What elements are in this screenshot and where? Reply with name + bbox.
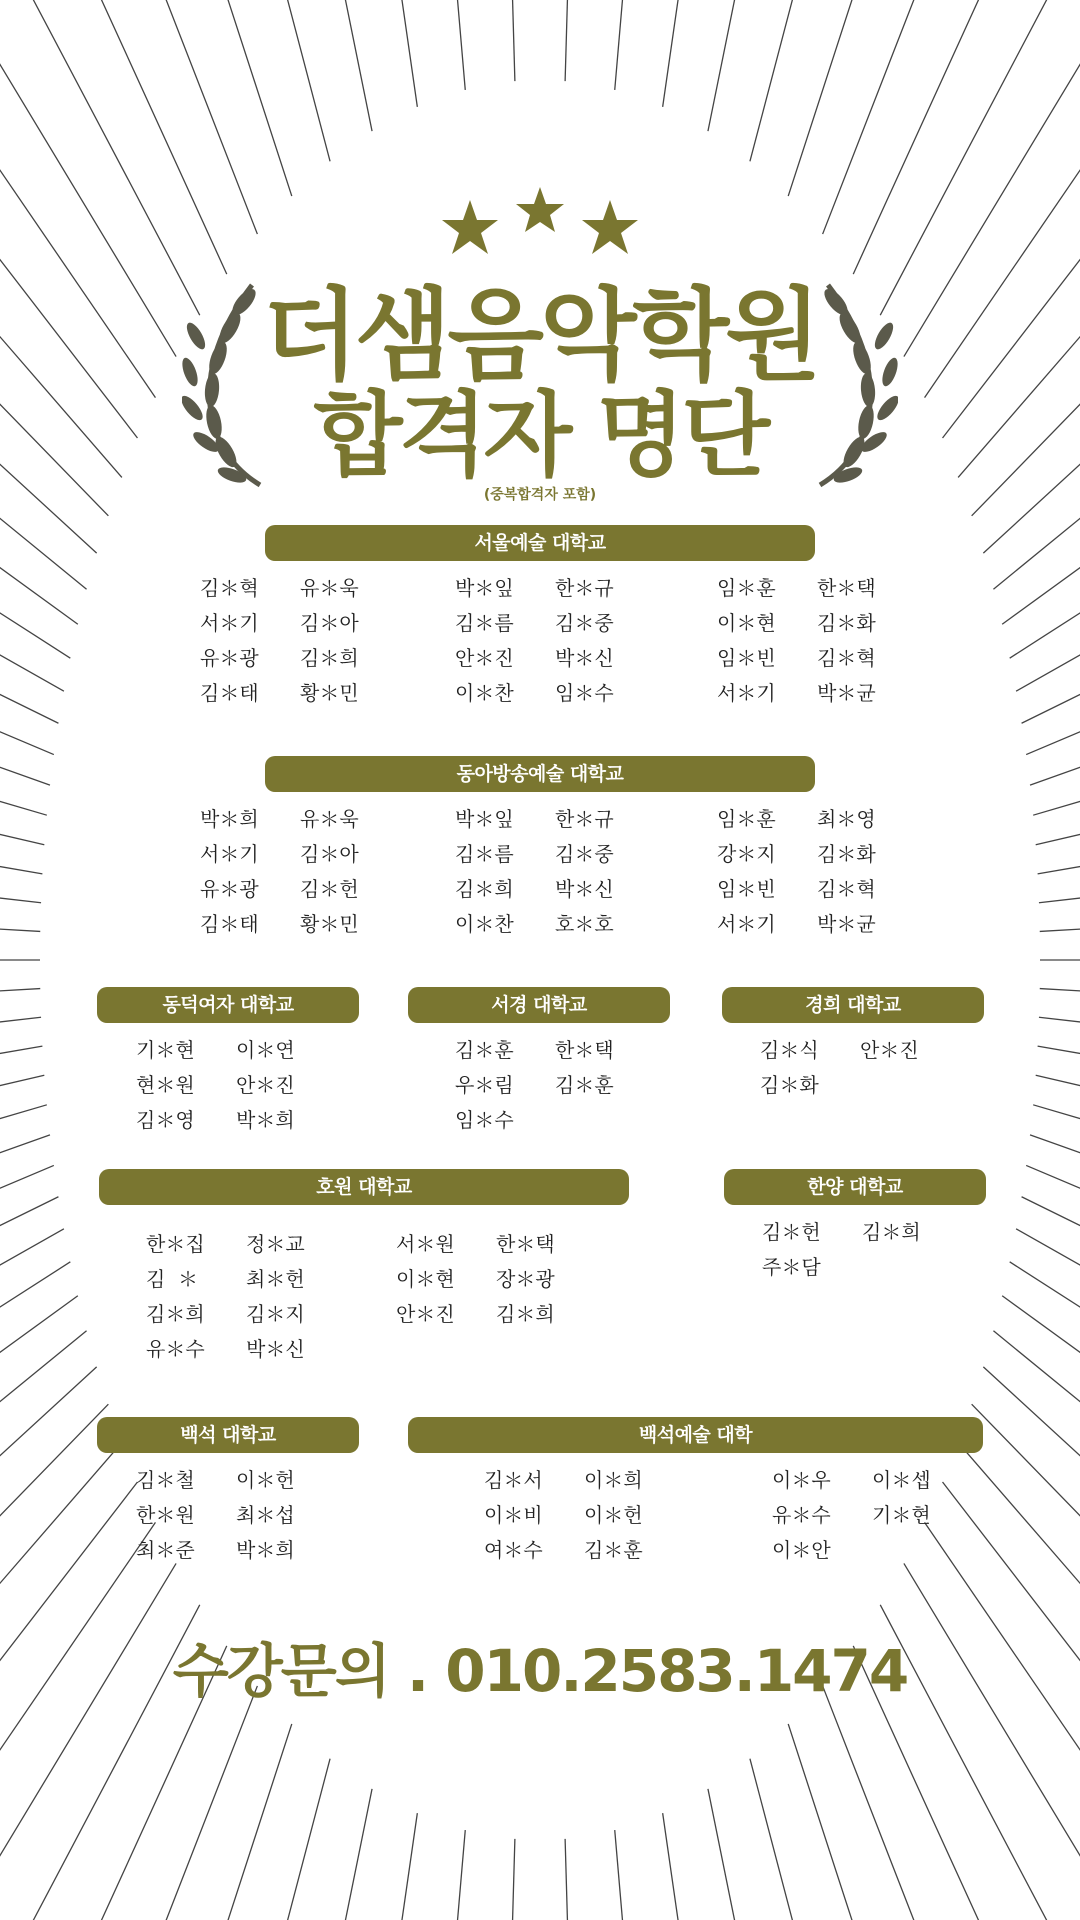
sunburst-ray bbox=[0, 896, 41, 903]
student-name: 임＊수 bbox=[455, 1108, 514, 1132]
student-name: 김＊름 bbox=[455, 842, 514, 866]
sunburst-ray bbox=[615, 1830, 624, 1920]
student-name: 기＊현 bbox=[872, 1503, 931, 1527]
student-name: 박＊희 bbox=[200, 807, 259, 831]
student-name: 이＊찬 bbox=[455, 912, 514, 936]
sunburst-ray bbox=[565, 0, 568, 81]
student-name: 한＊규 bbox=[555, 576, 614, 600]
student-name: 임＊빈 bbox=[717, 646, 776, 670]
names-baekseokarts-col1 bbox=[484, 1469, 684, 1562]
student-name: 김＊희 bbox=[300, 646, 359, 670]
sunburst-ray bbox=[823, 0, 921, 234]
student-name: 안＊진 bbox=[455, 646, 514, 670]
section-header-hanyang: 한양 대학교 bbox=[724, 1169, 986, 1205]
student-name: 이＊셉 bbox=[872, 1468, 931, 1492]
student-name: 한＊원 bbox=[136, 1503, 195, 1527]
student-name: 유＊수 bbox=[772, 1503, 831, 1527]
title-pass-list: 합격자 명단 bbox=[313, 382, 767, 489]
sunburst-ray bbox=[904, 1563, 1080, 1872]
student-name: 박＊잎 bbox=[455, 807, 514, 831]
sunburst-ray bbox=[512, 0, 515, 81]
student-name: 안＊진 bbox=[396, 1302, 455, 1326]
sunburst-ray bbox=[512, 1839, 515, 1920]
sunburst-ray bbox=[0, 1046, 42, 1057]
student-name: 김＊식 bbox=[760, 1038, 819, 1062]
student-name: 김＊훈 bbox=[584, 1538, 643, 1562]
student-name: 서＊원 bbox=[396, 1232, 455, 1256]
student-name: 장＊광 bbox=[496, 1267, 555, 1291]
sunburst-ray bbox=[1016, 1229, 1080, 1275]
student-name: 박＊희 bbox=[236, 1538, 295, 1562]
sunburst-ray bbox=[1002, 556, 1080, 624]
student-name: 김＊훈 bbox=[555, 1073, 614, 1097]
names-baekseokarts-col2 bbox=[772, 1469, 972, 1562]
sunburst-ray bbox=[0, 724, 54, 755]
sunburst-ray bbox=[283, 0, 330, 161]
student-name: 박＊신 bbox=[246, 1337, 305, 1361]
student-name: 김＊희 bbox=[146, 1302, 205, 1326]
sunburst-ray bbox=[663, 0, 681, 107]
student-name: 임＊빈 bbox=[717, 877, 776, 901]
sunburst-ray bbox=[0, 928, 40, 931]
student-name: 이＊희 bbox=[584, 1468, 643, 1492]
sunburst-ray bbox=[456, 0, 465, 90]
sunburst-ray bbox=[0, 1229, 64, 1275]
sunburst-ray bbox=[1038, 1046, 1080, 1057]
student-name: 김＊혁 bbox=[817, 646, 876, 670]
subtitle-duplicate-note: (중복합격자 포함) bbox=[483, 487, 597, 503]
student-name: 김＊서 bbox=[484, 1468, 543, 1492]
section-header-seoul: 서울예술 대학교 bbox=[265, 525, 815, 561]
sunburst-ray bbox=[750, 1759, 797, 1920]
sunburst-ray bbox=[342, 0, 373, 131]
section-header-dongah: 동아방송예술 대학교 bbox=[265, 756, 815, 792]
names-seoul-col3 bbox=[717, 577, 917, 705]
sunburst-ray bbox=[1036, 1075, 1080, 1090]
student-name: 김＊헌 bbox=[300, 877, 359, 901]
sunburst-ray bbox=[708, 0, 739, 131]
sunburst-ray bbox=[958, 1443, 1080, 1599]
sunburst-ray bbox=[0, 686, 58, 724]
student-name: 박＊신 bbox=[555, 877, 614, 901]
sunburst-ray bbox=[93, 0, 226, 274]
sunburst-ray bbox=[0, 1135, 50, 1160]
student-name: 여＊수 bbox=[484, 1538, 543, 1562]
star-icon bbox=[582, 200, 638, 254]
student-name: 한＊택 bbox=[817, 576, 876, 600]
sunburst-ray bbox=[0, 1296, 78, 1364]
sunburst-ray bbox=[0, 1367, 97, 1469]
names-dongah-col3 bbox=[717, 808, 917, 936]
sunburst-ray bbox=[0, 1404, 108, 1530]
sunburst-ray bbox=[788, 1724, 858, 1920]
sunburst-ray bbox=[0, 1443, 122, 1599]
sunburst-ray bbox=[1030, 761, 1080, 786]
section-header-howon: 호원 대학교 bbox=[99, 1169, 629, 1205]
student-name: 임＊수 bbox=[555, 681, 614, 705]
student-name: 김＊영 bbox=[136, 1108, 195, 1132]
student-name: 한＊택 bbox=[555, 1038, 614, 1062]
section-header-baekseokarts: 백석예술 대학 bbox=[408, 1417, 983, 1453]
student-name: 임＊훈 bbox=[717, 576, 776, 600]
names-seoul-col1 bbox=[200, 577, 400, 705]
student-name: 이＊헌 bbox=[584, 1503, 643, 1527]
student-name: 김＊혁 bbox=[200, 576, 259, 600]
student-name: 박＊신 bbox=[555, 646, 614, 670]
student-name: 김＊름 bbox=[455, 611, 514, 635]
names-howon-col1 bbox=[146, 1233, 346, 1361]
student-name: 박＊잎 bbox=[455, 576, 514, 600]
student-name: 황＊민 bbox=[300, 681, 359, 705]
sunburst-ray bbox=[663, 1813, 681, 1920]
student-name: 최＊헌 bbox=[246, 1267, 305, 1291]
student-name: 현＊원 bbox=[136, 1073, 195, 1097]
names-dongah-col2 bbox=[455, 808, 655, 936]
student-name: 한＊집 bbox=[146, 1232, 205, 1256]
sunburst-ray bbox=[1039, 1017, 1080, 1024]
student-name: 서＊기 bbox=[200, 611, 259, 635]
names-seoul-col2 bbox=[455, 577, 655, 705]
sunburst-ray bbox=[0, 863, 42, 874]
sunburst-ray bbox=[972, 1404, 1080, 1530]
star-icon bbox=[442, 200, 498, 254]
sunburst-ray bbox=[0, 1165, 54, 1196]
student-name: 이＊헌 bbox=[236, 1468, 295, 1492]
student-name: 임＊훈 bbox=[717, 807, 776, 831]
student-name: 우＊림 bbox=[455, 1073, 514, 1097]
student-name: 김＊훈 bbox=[455, 1038, 514, 1062]
sunburst-ray bbox=[1033, 796, 1080, 815]
student-name: 서＊기 bbox=[717, 912, 776, 936]
student-name: 김＊희 bbox=[862, 1220, 921, 1244]
sunburst-ray bbox=[0, 1563, 176, 1872]
student-name: 유＊욱 bbox=[300, 576, 359, 600]
sunburst-ray bbox=[0, 761, 50, 786]
student-name: 한＊택 bbox=[496, 1232, 555, 1256]
sunburst-ray bbox=[983, 1367, 1080, 1469]
student-name: 김＊화 bbox=[760, 1073, 819, 1097]
sunburst-ray bbox=[1040, 989, 1080, 992]
student-name: 호＊호 bbox=[555, 912, 614, 936]
student-name: 김＊혁 bbox=[817, 877, 876, 901]
stars-icon bbox=[430, 185, 650, 265]
sunburst-ray bbox=[0, 645, 64, 691]
section-header-kyunghee: 경희 대학교 bbox=[722, 987, 984, 1023]
sunburst-ray bbox=[399, 0, 417, 107]
student-name: 이＊현 bbox=[717, 611, 776, 635]
student-name: 김＊중 bbox=[555, 842, 614, 866]
student-name: 김＊태 bbox=[200, 912, 259, 936]
student-name: 정＊교 bbox=[246, 1232, 305, 1256]
student-name: 김＊화 bbox=[817, 842, 876, 866]
sunburst-ray bbox=[1026, 724, 1080, 755]
sunburst-ray bbox=[0, 556, 78, 624]
student-name: 김＊철 bbox=[136, 1468, 195, 1492]
names-hanyang bbox=[762, 1221, 962, 1279]
names-dongduk bbox=[136, 1039, 336, 1132]
title-academy-name: 더샘음악학원 bbox=[262, 277, 818, 394]
student-name: 최＊준 bbox=[136, 1538, 195, 1562]
sunburst-ray bbox=[708, 1789, 739, 1920]
student-name: 최＊섭 bbox=[236, 1503, 295, 1527]
sunburst-ray bbox=[1016, 645, 1080, 691]
sunburst-ray bbox=[399, 1813, 417, 1920]
sunburst-ray bbox=[1038, 863, 1080, 874]
student-name: 김＊태 bbox=[200, 681, 259, 705]
student-name: 안＊진 bbox=[236, 1073, 295, 1097]
sunburst-ray bbox=[159, 1686, 257, 1920]
section-header-seokyeong: 서경 대학교 bbox=[408, 987, 670, 1023]
student-name: 김＊아 bbox=[300, 611, 359, 635]
student-name: 유＊수 bbox=[146, 1337, 205, 1361]
sunburst-ray bbox=[1040, 928, 1080, 931]
student-name: 박＊균 bbox=[817, 912, 876, 936]
student-name: 기＊현 bbox=[136, 1038, 195, 1062]
student-name: 한＊규 bbox=[555, 807, 614, 831]
student-name: 주＊담 bbox=[762, 1255, 821, 1279]
student-name: 이＊현 bbox=[396, 1267, 455, 1291]
sunburst-ray bbox=[222, 0, 292, 196]
student-name: 이＊연 bbox=[236, 1038, 295, 1062]
student-name: 최＊영 bbox=[817, 807, 876, 831]
student-name: 이＊우 bbox=[772, 1468, 831, 1492]
sunburst-ray bbox=[0, 1105, 47, 1124]
student-name: 이＊찬 bbox=[455, 681, 514, 705]
student-name: 황＊민 bbox=[300, 912, 359, 936]
sunburst-ray bbox=[0, 830, 44, 845]
sunburst-ray bbox=[788, 0, 858, 196]
sunburst-ray bbox=[1022, 1197, 1080, 1235]
sunburst-ray bbox=[159, 0, 257, 234]
sunburst-ray bbox=[342, 1789, 373, 1920]
sunburst-ray bbox=[565, 1839, 568, 1920]
sunburst-ray bbox=[823, 1686, 921, 1920]
sunburst-ray bbox=[0, 1075, 44, 1090]
sunburst-ray bbox=[1030, 1135, 1080, 1160]
sunburst-ray bbox=[0, 796, 47, 815]
sunburst-ray bbox=[456, 1830, 465, 1920]
student-name: 박＊균 bbox=[817, 681, 876, 705]
sunburst-ray bbox=[0, 1197, 58, 1235]
names-seokyeong bbox=[455, 1039, 655, 1132]
student-name: 김＊헌 bbox=[762, 1220, 821, 1244]
sunburst-ray bbox=[0, 1017, 41, 1024]
sunburst-ray bbox=[0, 989, 40, 992]
sunburst-ray bbox=[1022, 686, 1080, 724]
sunburst-ray bbox=[222, 1724, 292, 1920]
student-name: 유＊광 bbox=[200, 877, 259, 901]
names-howon-col2 bbox=[396, 1233, 596, 1326]
names-dongah-col1 bbox=[200, 808, 400, 936]
sunburst-ray bbox=[283, 1759, 330, 1920]
sunburst-ray bbox=[750, 0, 797, 161]
student-name: 김＊희 bbox=[455, 877, 514, 901]
student-name: 서＊기 bbox=[717, 681, 776, 705]
student-name: 김＊희 bbox=[496, 1302, 555, 1326]
sunburst-ray bbox=[615, 0, 624, 90]
names-baekseok bbox=[136, 1469, 336, 1562]
student-name: 이＊비 bbox=[484, 1503, 543, 1527]
section-header-baekseok: 백석 대학교 bbox=[97, 1417, 359, 1453]
student-name: 이＊안 bbox=[772, 1538, 831, 1562]
student-name: 유＊광 bbox=[200, 646, 259, 670]
sunburst-ray bbox=[1002, 1296, 1080, 1364]
sunburst-ray bbox=[1033, 1105, 1080, 1124]
contact-phone: 수강문의 . 010.2583.1474 bbox=[172, 1637, 908, 1705]
student-name: 김 ＊ bbox=[146, 1267, 199, 1291]
student-name: 안＊진 bbox=[860, 1038, 919, 1062]
student-name: 김＊화 bbox=[817, 611, 876, 635]
student-name: 강＊지 bbox=[717, 842, 776, 866]
student-name: 김＊중 bbox=[555, 611, 614, 635]
sunburst-ray bbox=[853, 0, 986, 274]
student-name: 서＊기 bbox=[200, 842, 259, 866]
names-kyunghee bbox=[760, 1039, 960, 1097]
star-icon bbox=[516, 187, 564, 232]
sunburst-ray bbox=[1036, 830, 1080, 845]
student-name: 유＊욱 bbox=[300, 807, 359, 831]
sunburst-ray bbox=[1026, 1165, 1080, 1196]
section-header-dongduk: 동덕여자 대학교 bbox=[97, 987, 359, 1023]
student-name: 박＊희 bbox=[236, 1108, 295, 1132]
student-name: 김＊지 bbox=[246, 1302, 305, 1326]
sunburst-ray bbox=[1039, 896, 1080, 903]
student-name: 김＊아 bbox=[300, 842, 359, 866]
